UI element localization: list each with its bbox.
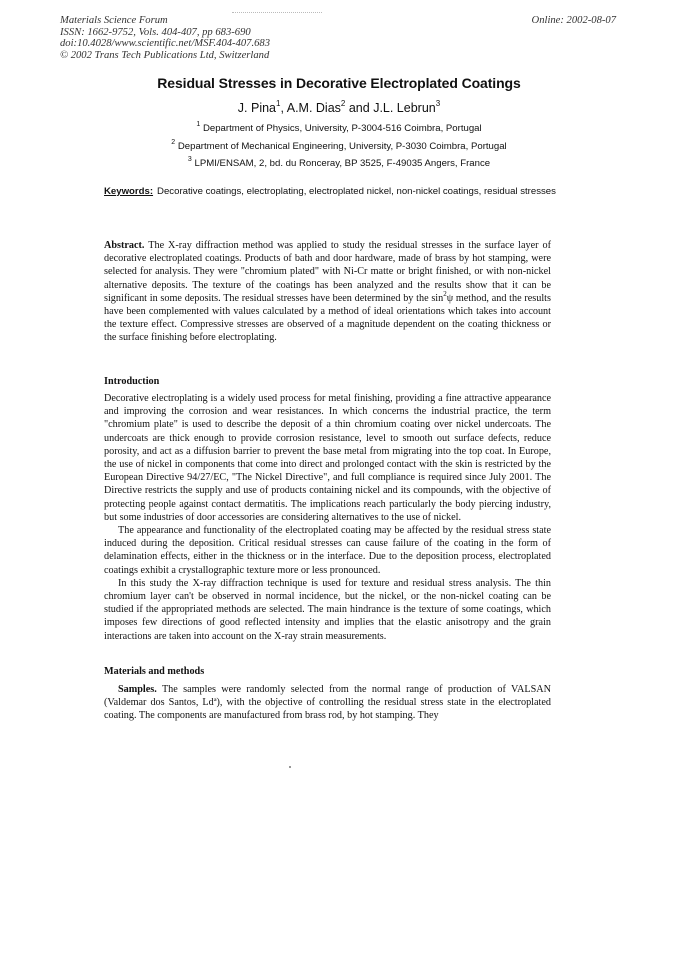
paper-title: Residual Stresses in Decorative Electroplated Coatings [157,75,521,91]
keywords-label: Keywords: [104,186,154,197]
affiliation-number: 3 [187,156,192,163]
abstract-superscript: 2 [443,289,447,298]
author-separator: , [280,101,287,115]
introduction-paragraph-2: The appearance and functionality of the electroplated coating may be affected by the residual stress state induced during the deposition. Critical residual stresses can cause failure of the coating in the form of delamination effects, either in the thickness or in the interface. Due to the deposition process, electroplated coatings exhibit a crystallographic texture more or less pronounced. [104,525,551,576]
affiliation-1 [0,123,678,134]
author-2-affil-ref: 2 [340,99,346,108]
introduction-paragraph-1: Decorative electroplating is a widely used process for metal finishing, providing a fine attractive appearance and improving the corrosion and wear resistances. In which concerns the industrial practice, the term "chromium plate" is used to describe the deposit of a thin chromium coating over nickel undercoats. The undercoats are thick enough to provide corrosion resistance, level to smooth out surface defects, reduce porosity, and act as a diffusion barrier to prevent the base metal from migrating into the top coat. In Europe, the use of nickel in components that come into direct and prolonged contact with the skin is restricted by the European Directive 94/27/EC, "The Nickel Directive", and full compliance is required since July 2001. The Directive restricts the supply and use of products containing nickel and its compounds, with the objective of protecting people against contact dermatitis. The implications reach particularly the body piercing industry, but some industries of door accessories are considering alternatives to the use of nickel. [104,393,551,523]
online-date: Online: 2002-08-07 [531,15,616,26]
samples-paragraph [104,683,551,723]
introduction-body [104,392,551,643]
journal-info [60,15,270,61]
methods-body [104,683,551,723]
keywords-text: Decorative coatings, electroplating, electroplated nickel, non-nickel coatings, residual stresses [157,186,556,197]
affiliation-2 [0,141,678,152]
affiliation-number: 1 [196,121,201,128]
abstract [104,239,551,345]
affiliation-3 [0,158,678,169]
journal-name: Materials Science Forum [60,15,168,26]
author-3-affil-ref: 3 [435,99,441,108]
methods-heading: Materials and methods [104,666,205,677]
author-separator: and [345,101,374,115]
author-2: A.M. Dias [286,101,341,115]
journal-issn: ISSN: 1662-9752, Vols. 404-407, pp 683-690 [60,26,251,38]
samples-label: Samples. [118,684,157,695]
abstract-text-part-2: ψ method, and the results have been complemented with values calculated by a method of ideal orientations which takes into account the texture effect. Compressive stresses are observed of a magnitude dependent on the coating thickness or the surface finishing before electroplating. [104,292,551,344]
abstract-text-part-1: The X-ray diffraction method was applied to study the residual stresses in the surface layer of decorative electroplated coatings. Products of bath and door hardware, made of brass by hot stamping, were selected for analysis. They were "chromium plated" with Ni-Cr matte or bright finished, or with non-nickel alternative deposits. The texture of the coatings has been analyzed and the results show that it can be significant in some deposits. The residual stresses have been determined by the sin [104,240,551,304]
affiliation-text: Department of Mechanical Engineering, University, P-3030 Coimbra, Portugal [177,141,507,152]
introduction-heading: Introduction [104,376,160,387]
author-3: J.L. Lebrun [373,101,436,115]
journal-copyright: © 2002 Trans Tech Publications Ltd, Switzerland [60,49,270,61]
keywords-block [104,186,564,198]
affiliation-text: Department of Physics, University, P-3004-516 Coimbra, Portugal [202,123,482,134]
introduction-paragraph-3: In this study the X-ray diffraction technique is used for texture and residual stress analysis. The thin chromium layer can't be observed in normal incidence, but the nickel, or the non-nickel coating can be studied if the appropriated methods are selected. The main hindrance is the texture of some coatings, which imposes few directions of good reflected intensity and implies that the elastic anisotropy and the grain interactions are taken into account on the X-ray strain measurements. [104,577,551,642]
abstract-label: Abstract. [104,240,145,251]
journal-doi[interactable]: doi:10.4028/www.scientific.net/MSF.404-407.683 [60,38,270,49]
author-list [0,101,678,115]
author-1-affil-ref: 1 [276,99,281,108]
affiliation-text: LPMI/ENSAM, 2, bd. du Ronceray, BP 3525, F-49035 Angers, France [194,158,491,169]
affiliation-number: 2 [171,139,176,146]
samples-text: The samples were randomly selected from the normal range of production of VALSAN (Valdemar dos Santos, Ldª), with the objective of controlling the residual stress state in the electroplated coating. The components are manufactured from brass rod, by hot stamping. They [104,684,551,722]
author-1: J. Pina [237,101,277,115]
scan-speck [289,766,291,768]
